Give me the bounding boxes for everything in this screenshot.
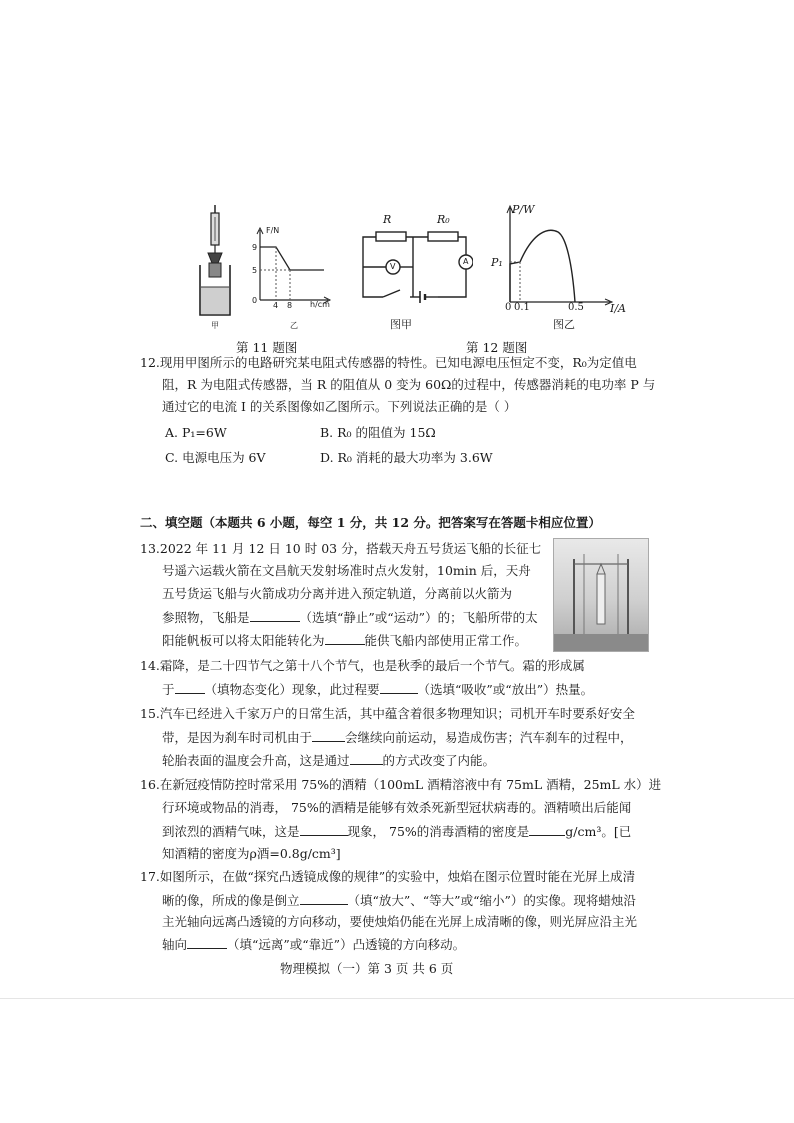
fig12-graph-label: 图乙 xyxy=(553,318,575,331)
ammeter-symbol: A xyxy=(463,257,469,266)
q12-option-b: B. R₀ 的阻值为 15Ω xyxy=(320,425,436,440)
fig12-P1-label: P₁ xyxy=(491,256,503,269)
q16-line-2: 行环境或物品的消毒， 75%的酒精是能够有效杀死新型冠状病毒的。酒精喷出后能闻 xyxy=(162,800,632,815)
q14-line-2 xyxy=(162,681,593,698)
q15-line-2-text-b: 会继续向前运动，易造成伤害；汽车刹车的过程中， xyxy=(345,730,633,745)
fig12-circuit-label: 图甲 xyxy=(390,318,412,331)
q17-line-4 xyxy=(162,936,465,953)
q17-line-2-text-a: 晰的像，所成的像是倒立 xyxy=(162,893,300,908)
fig12-caption: 第 12 题图 xyxy=(466,340,528,355)
fig12-R0-label: R₀ xyxy=(437,213,450,226)
q12-line-3: 通过它的电流 I 的关系图像如乙图所示。下列说法正确的是（ ） xyxy=(162,399,517,414)
q15-blank-1[interactable] xyxy=(312,729,345,742)
q13-line-4 xyxy=(162,609,538,626)
q13-line-5-text-a: 阳能帆板可以将太阳能转化为 xyxy=(162,633,325,648)
q17-line-4-text-b: （填“远离”或“靠近”）凸透镜的方向移动。 xyxy=(227,937,466,952)
q16-blank-2[interactable] xyxy=(529,823,565,836)
fig11-x-label: h/cm xyxy=(310,300,330,309)
q12-line-2: 阻，R 为电阻式传感器，当 R 的阻值从 0 变为 60Ω的过程中，传感器消耗的电功率 P 与 xyxy=(162,377,656,392)
q12-option-a: A. P₁=6W xyxy=(165,425,227,440)
q13-line-4-text-a: 参照物，飞船是 xyxy=(162,610,250,625)
q15-line-2-text-a: 带，是因为刹车时司机由于 xyxy=(162,730,313,745)
q14-blank-1[interactable] xyxy=(175,681,205,694)
q17-line-4-text-a: 轴向 xyxy=(162,937,188,952)
q16-line-3 xyxy=(162,823,631,840)
page-footer: 物理模拟（一）第 3 页 共 6 页 xyxy=(280,961,454,976)
q15-line-3 xyxy=(162,752,495,769)
q14-line-2-text-c: （选填“吸收”或“放出”）热量。 xyxy=(417,682,594,697)
q17-line-2 xyxy=(162,892,636,909)
q13-line-5-text-b: 能供飞船内部使用正常工作。 xyxy=(364,633,528,648)
fig11-tick-5: 5 xyxy=(252,266,258,275)
q13-line-1: 13.2022 年 11 月 12 日 10 时 03 分，搭载天舟五号货运飞船的长征七 xyxy=(140,541,542,556)
q13-blank-1[interactable] xyxy=(250,609,300,622)
q12-option-d: D. R₀ 消耗的最大功率为 3.6W xyxy=(320,450,493,465)
fig12-tick-05: 0.5 xyxy=(568,302,584,313)
q15-line-2 xyxy=(162,729,633,746)
q13-line-3: 五号货运飞船与火箭成功分离并进入预定轨道，分离前以火箭为 xyxy=(162,586,513,601)
q12-line-1: 12.现用甲图所示的电路研究某电阻式传感器的特性。已知电源电压恒定不变，R₀为定值电 xyxy=(140,355,637,370)
q17-blank-1[interactable] xyxy=(300,892,348,905)
rocket-launch-photo xyxy=(553,538,649,652)
fig12-y-axis-label: P/W xyxy=(512,203,535,216)
fig12-x-axis-label: I/A xyxy=(610,302,626,315)
q17-line-1: 17.如图所示，在做“探究凸透镜成像的规律”的实验中，烛焰在图示位置时能在光屏上成清 xyxy=(140,869,636,884)
fig12-tick-0: 0 xyxy=(505,302,512,313)
q14-line-2-text-a: 于 xyxy=(162,682,175,697)
q16-line-3-text-a: 到浓烈的酒精气味，这是 xyxy=(162,824,300,839)
q13-line-5 xyxy=(162,632,527,649)
q14-line-2-text-b: （填物态变化）现象，此过程要 xyxy=(204,682,380,697)
q15-line-1: 15.汽车已经进入千家万户的日常生活，其中蕴含着很多物理知识；司机开车时要系好安全 xyxy=(140,706,635,721)
q13-blank-2[interactable] xyxy=(325,632,365,645)
fig11-tick-9: 9 xyxy=(252,243,258,252)
fig12-graph xyxy=(498,202,618,312)
q15-line-3-text-b: 的方式改变了内能。 xyxy=(382,753,496,768)
fig12-tick-01: 0.1 xyxy=(514,302,530,313)
q15-blank-2[interactable] xyxy=(350,752,383,765)
q15-line-3-text-a: 轮胎表面的温度会升高，这是通过 xyxy=(162,753,350,768)
fig11-tick-0: 0 xyxy=(252,296,258,305)
q14-line-1: 14.霜降，是二十四节气之第十八个节气，也是秋季的最后一个节气。霜的形成属 xyxy=(140,658,585,673)
fig11-caption: 第 11 题图 xyxy=(236,340,298,355)
q13-line-4-text-b: （选填“静止”或“运动”）的；飞船所带的太 xyxy=(299,610,538,625)
fig11-label-jia: 甲 xyxy=(211,321,219,330)
q14-blank-2[interactable] xyxy=(380,681,418,694)
section-2-heading: 二、填空题（本题共 6 小题，每空 1 分，共 12 分。把答案写在答题卡相应位置） xyxy=(140,515,601,530)
q12-option-c: C. 电源电压为 6V xyxy=(165,450,266,465)
fig11-tick-4: 4 xyxy=(273,301,279,310)
fig12-R-label: R xyxy=(383,213,392,226)
q16-line-3-text-b: 现象， 75%的消毒酒精的密度是 xyxy=(347,824,530,839)
q16-line-4: 知酒精的密度为ρ酒=0.8g/cm³] xyxy=(162,846,341,861)
q13-line-2: 号遥六运载火箭在文昌航天发射场准时点火发射，10min 后，天舟 xyxy=(162,563,531,578)
fig11-apparatus xyxy=(190,205,240,320)
fig12-circuit xyxy=(358,212,473,307)
q17-line-3: 主光轴向远离凸透镜的方向移动，要使烛焰仍能在光屏上成清晰的像，则光屏应沿主光 xyxy=(162,914,638,929)
q16-blank-1[interactable] xyxy=(300,823,348,836)
q16-line-3-text-c: g/cm³。[已 xyxy=(565,824,632,839)
q16-line-1: 16.在新冠疫情防控时常采用 75%的酒精（100mL 酒精溶液中有 75mL 酒精，25mL 水）进 xyxy=(140,777,662,792)
fig11-tick-8: 8 xyxy=(287,301,293,310)
q17-line-2-text-b: （填“放大”、“等大”或“缩小”）的实像。现将蜡烛沿 xyxy=(347,893,636,908)
fig11-label-yi: 乙 xyxy=(290,321,298,330)
q17-blank-2[interactable] xyxy=(187,936,227,949)
fig11-y-label: F/N xyxy=(266,226,280,235)
voltmeter-symbol: V xyxy=(390,262,396,271)
page-bottom-divider xyxy=(0,998,794,999)
